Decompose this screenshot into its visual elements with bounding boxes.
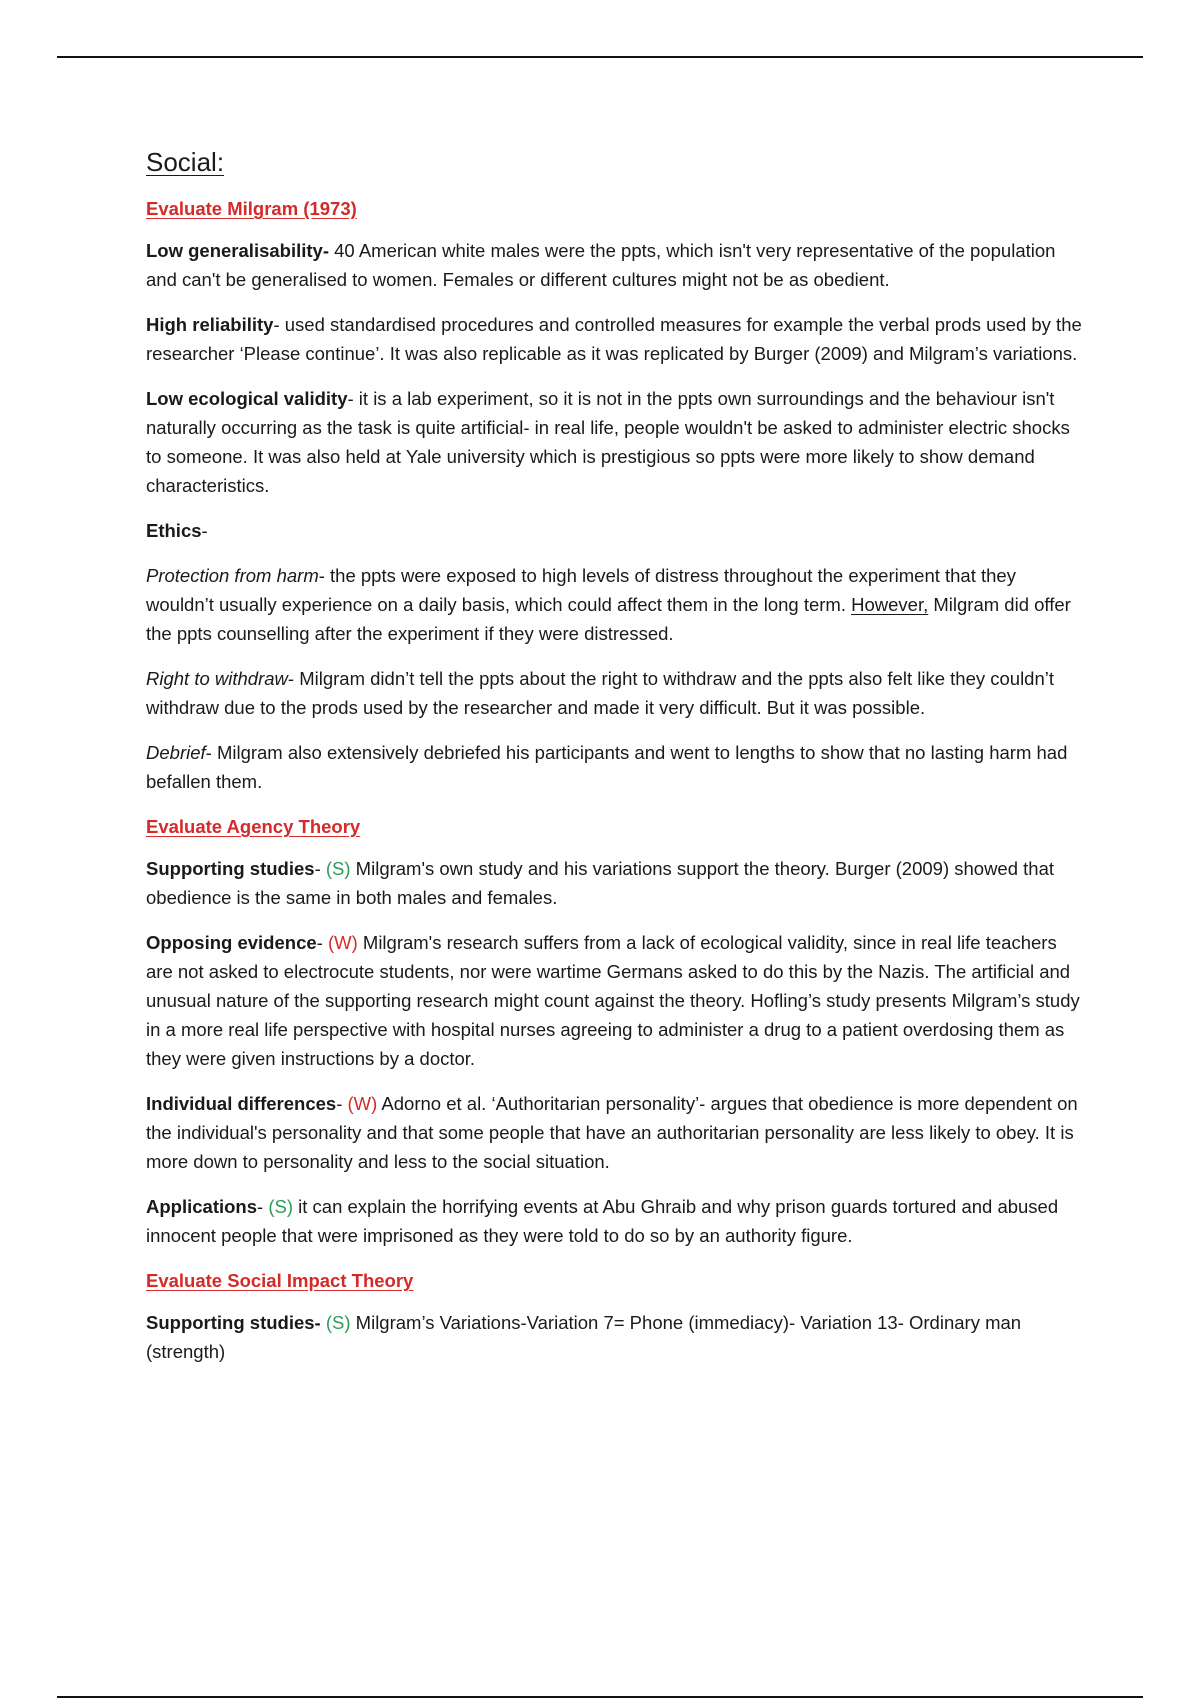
paragraph-text: - the ppts were exposed to high levels of distress throughout the experiment that they wouldn’t usually experience on a daily basis, which could affect them in the long term.	[146, 565, 1016, 615]
underlined-word: However,	[851, 594, 929, 615]
paragraph-low-generalisability	[146, 236, 1086, 294]
paragraph-high-reliability	[146, 310, 1086, 368]
paragraph-right-to-withdraw	[146, 664, 1086, 722]
document-body	[146, 144, 1086, 1382]
strength-tag: (S)	[325, 1312, 351, 1333]
top-divider	[57, 56, 1143, 58]
strength-tag: (S)	[325, 858, 351, 879]
section-heading-milgram: Evaluate Milgram (1973)	[146, 198, 357, 219]
term-label: Supporting studies	[146, 858, 315, 879]
paragraph-text: - it is a lab experiment, so it is not in the ppts own surroundings and the behaviour isn't naturally occurring as the task is quite artificial- in real life, people wouldn't be asked to administer electric shocks to someone. It was also held at Yale university which is prestigious so ppts were more likely to show demand characteristics.	[146, 388, 1070, 496]
term-label: Supporting studies-	[146, 1312, 321, 1333]
paragraph-text-after: Milgram did offer the ppts counselling after the experiment if they were distressed.	[146, 594, 1071, 644]
term-label: Applications	[146, 1196, 258, 1217]
weakness-tag: (W)	[327, 932, 358, 953]
dash: -	[316, 932, 328, 953]
paragraph-opposing-evidence	[146, 928, 1086, 1073]
dash: -	[336, 1093, 348, 1114]
paragraph-text: -	[201, 520, 208, 541]
dash: -	[314, 858, 326, 879]
term-label: Opposing evidence	[146, 932, 317, 953]
term-label: Protection from harm	[146, 565, 319, 586]
section-heading-social-impact-theory: Evaluate Social Impact Theory	[146, 1270, 414, 1291]
paragraph-text: Milgram’s Variations-Variation 7= Phone (immediacy)- Variation 13- Ordinary man (strength)	[146, 1312, 1022, 1362]
term-label: Individual differences	[146, 1093, 337, 1114]
paragraph-text: it can explain the horrifying events at Abu Ghraib and why prison guards tortured and abused innocent people that were imprisoned as they were told to do so by an authority figure.	[146, 1196, 1059, 1246]
term-label: Debrief	[146, 742, 206, 763]
paragraph-protection-from-harm	[146, 561, 1086, 648]
strength-tag: (S)	[268, 1196, 293, 1217]
paragraph-supporting-studies-sit	[146, 1308, 1086, 1366]
paragraph-low-ecological-validity	[146, 384, 1086, 500]
document-title: Social:	[146, 147, 225, 177]
term-label: Right to withdraw	[146, 668, 288, 689]
paragraph-text: Milgram's own study and his variations support the theory. Burger (2009) showed that obedience is the same in both males and females.	[146, 858, 1055, 908]
paragraph-text: 40 American white males were the ppts, which isn't very representative of the population and can't be generalised to women. Females or different cultures might not be as obedient.	[146, 240, 1056, 290]
paragraph-supporting-studies	[146, 854, 1086, 912]
paragraph-applications	[146, 1192, 1086, 1250]
paragraph-individual-differences	[146, 1089, 1086, 1176]
term-label: Low generalisability-	[146, 240, 329, 261]
term-label: Low ecological validity	[146, 388, 348, 409]
paragraph-text: - Milgram also extensively debriefed his participants and went to lengths to show that no lasting harm had befallen them.	[146, 742, 1068, 792]
term-label: High reliability	[146, 314, 274, 335]
paragraph-debrief	[146, 738, 1086, 796]
dash: -	[257, 1196, 269, 1217]
paragraph-text: - used standardised procedures and controlled measures for example the verbal prods used by the researcher ‘Please continue’. It was also replicable as it was replicated by Burger (2009) and Milgram’s variations.	[146, 314, 1082, 364]
paragraph-ethics	[146, 516, 1086, 545]
paragraph-text: Milgram's research suffers from a lack of ecological validity, since in real life teachers are not asked to electrocute students, nor were wartime Germans asked to do this by the Nazis. The artificial and unusual nature of the supporting research might count against the theory. Hofling’s study presents Milgram’s study in a more real life perspective with hospital nurses agreeing to administer a drug to a patient overdosing them as they were given instructions by a doctor.	[146, 932, 1080, 1069]
weakness-tag: (W)	[347, 1093, 378, 1114]
paragraph-text: Adorno et al. ‘Authoritarian personality’- argues that obedience is more dependent on the individual's personality and that some people that have an authoritarian personality are less likely to obey. It is more down to personality and less to the social situation.	[146, 1093, 1078, 1172]
bottom-divider	[57, 1696, 1143, 1698]
section-heading-agency-theory: Evaluate Agency Theory	[146, 816, 361, 837]
term-label: Ethics	[146, 520, 202, 541]
paragraph-text: - Milgram didn’t tell the ppts about the right to withdraw and the ppts also felt like they couldn’t withdraw due to the prods used by the researcher and made it very difficult. But it was possible.	[146, 668, 1055, 718]
